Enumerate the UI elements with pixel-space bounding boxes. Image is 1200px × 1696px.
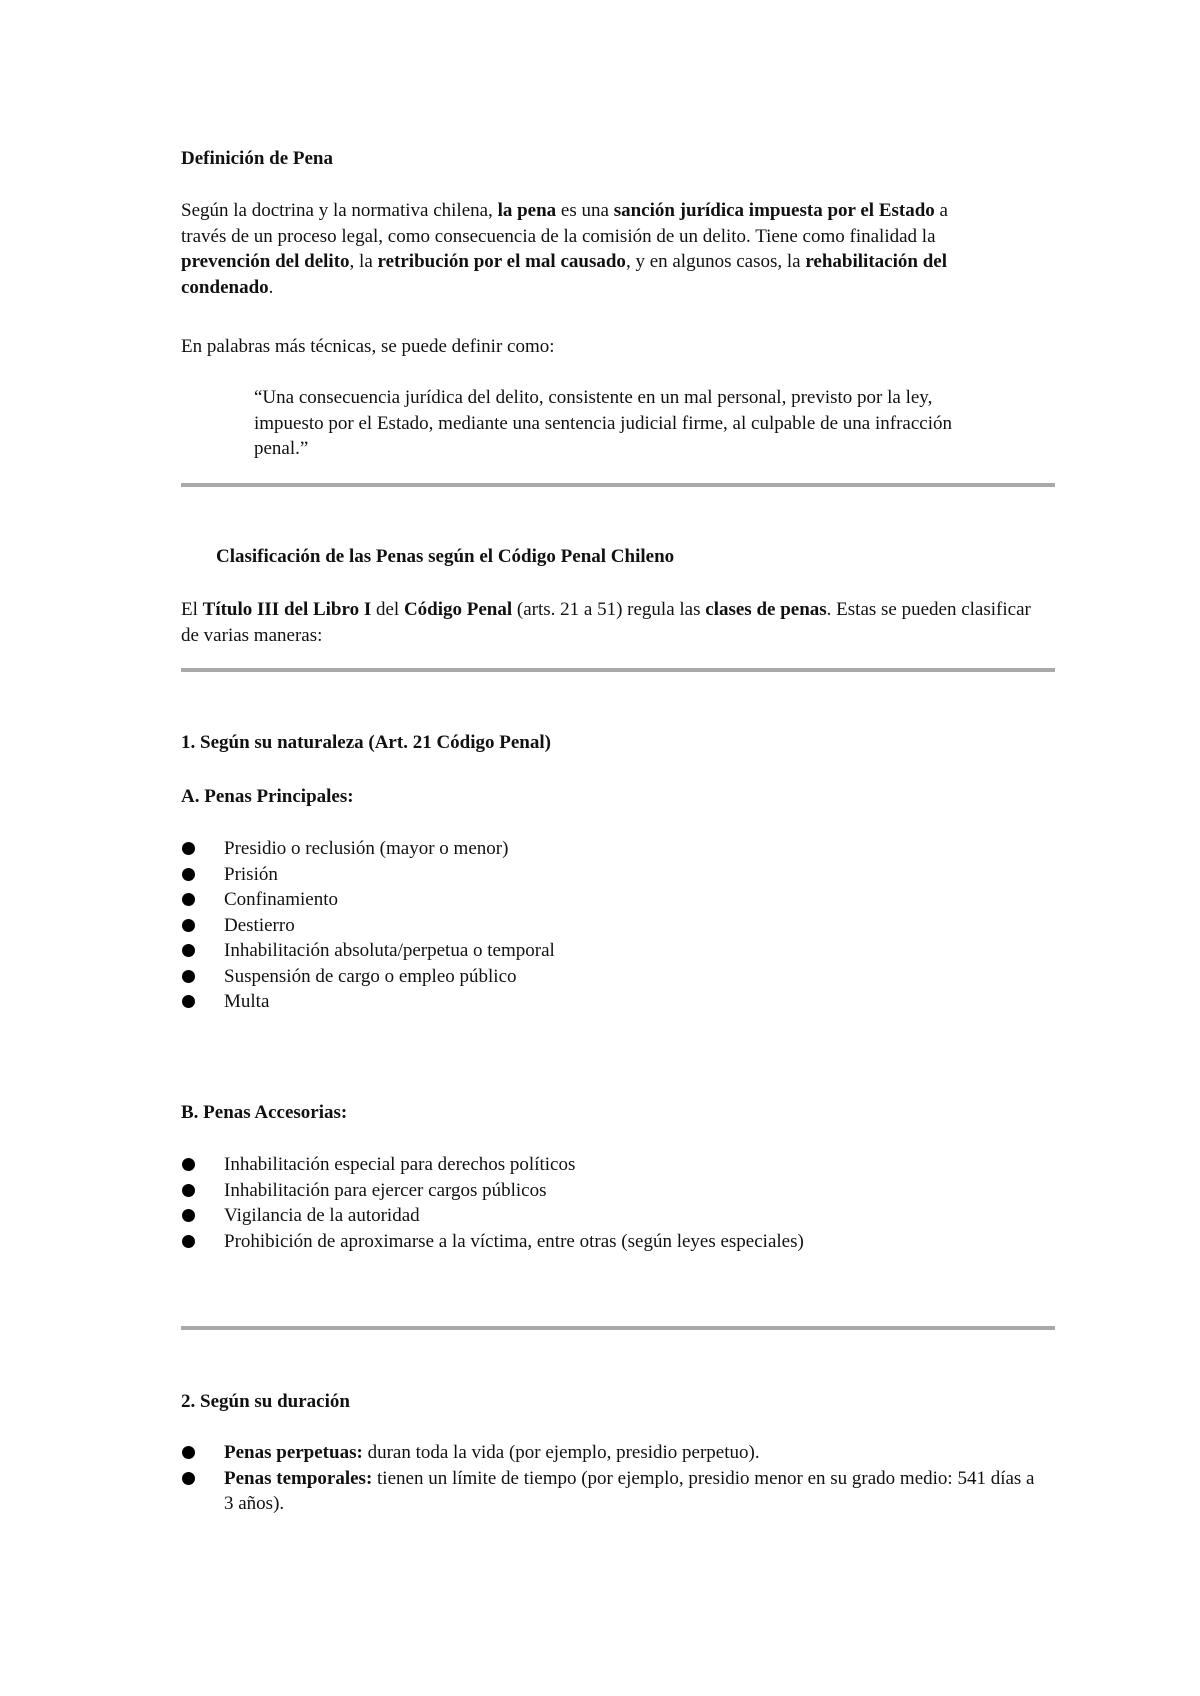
section-title-clasificacion: Clasificación de las Penas según el Código Penal Chileno — [216, 546, 675, 567]
list-item — [181, 964, 1041, 990]
list-item — [181, 1229, 1041, 1255]
definicion-quote: “Una consecuencia jurídica del delito, consistente en un mal personal, previsto por la ley, impuesto por el Estado, mediante una sentencia judicial firme, al culpable de una infracción penal.” — [254, 387, 952, 459]
list-item-label: Penas temporales: — [224, 1467, 373, 1489]
list-item — [181, 1466, 1041, 1517]
definicion-run: retribución por el mal causado — [377, 251, 626, 272]
definicion-paragraph — [181, 198, 991, 300]
list-item-text: Inhabilitación para ejercer cargos públicos — [224, 1179, 547, 1201]
definicion-run: , la — [349, 251, 378, 272]
list-item — [181, 1203, 1041, 1229]
clasificacion-run: del — [371, 599, 404, 620]
list-item-text: Destierro — [224, 914, 295, 936]
clasificacion-paragraph — [181, 597, 1031, 648]
definicion-run: prevención del delito — [181, 251, 350, 272]
list-item-text: Inhabilitación especial para derechos políticos — [224, 1154, 576, 1175]
horizontal-rule — [181, 1326, 1055, 1330]
list-item-text: Prisión — [224, 863, 278, 885]
list-item — [181, 836, 1041, 862]
list-item-text: Prohibición de aproximarse a la víctima, entre otras (según leyes especiales) — [224, 1230, 804, 1252]
list-duracion — [181, 1440, 1041, 1517]
clasificacion-run: Código Penal — [403, 599, 513, 620]
clasificacion-run: El — [181, 599, 203, 620]
subsection-title-accesorias: B. Penas Accesorias: — [181, 1102, 348, 1123]
list-item-text: Suspensión de cargo o empleo público — [224, 965, 517, 987]
section-title-naturaleza: 1. Según su naturaleza (Art. 21 Código Penal) — [181, 732, 551, 753]
list-item — [181, 938, 1041, 964]
bullet-icon — [182, 842, 195, 855]
definicion-run: , y en algunos casos, la — [625, 251, 806, 272]
list-item — [181, 1440, 1041, 1466]
list-item-text: Multa — [224, 991, 270, 1012]
subsection-title-principales: A. Penas Principales: — [181, 786, 354, 807]
list-item-text: duran toda la vida (por ejemplo, presidio perpetuo). — [362, 1442, 760, 1463]
list-item — [181, 913, 1041, 939]
section-title-definicion: Definición de Pena — [181, 148, 333, 169]
list-item — [181, 989, 1041, 1015]
list-item — [181, 1152, 1041, 1178]
bullet-icon — [182, 1184, 195, 1197]
list-item-label: Penas perpetuas: — [224, 1442, 363, 1463]
bullet-icon — [182, 1472, 195, 1485]
bullet-icon — [182, 1209, 195, 1222]
bullet-icon — [182, 868, 195, 881]
bullet-icon — [182, 919, 195, 932]
definicion-run: es una — [556, 200, 614, 221]
horizontal-rule — [181, 483, 1055, 487]
bullet-icon — [182, 1235, 195, 1248]
list-item — [181, 862, 1041, 888]
clasificacion-run: Título III del Libro I — [202, 599, 372, 620]
bullet-icon — [182, 995, 195, 1008]
bullet-icon — [182, 970, 195, 983]
definicion-run: rehabilitación del condenado — [181, 251, 947, 298]
list-item-text: tienen un límite de tiempo (por ejemplo, presidio menor en su grado medio: 541 días a 3 años). — [224, 1467, 1035, 1514]
list-penas-principales — [181, 836, 1041, 1015]
clasificacion-run: (arts. 21 a 51) regula las — [512, 599, 706, 620]
bullet-icon — [182, 944, 195, 957]
list-item-text: Vigilancia de la autoridad — [224, 1205, 420, 1226]
list-item — [181, 1178, 1041, 1204]
bullet-icon — [182, 893, 195, 906]
clasificacion-run: clases de penas — [705, 599, 827, 620]
horizontal-rule — [181, 668, 1055, 672]
list-item-text: Inhabilitación absoluta/perpetua o temporal — [224, 940, 555, 961]
definicion-run: la pena — [497, 200, 557, 221]
section-title-duracion: 2. Según su duración — [181, 1391, 350, 1412]
definicion-run: Según la doctrina y la normativa chilena, — [181, 200, 498, 221]
definicion-run: a través de un proceso legal, como consecuencia de la comisión de un delito. Tiene como finalidad la — [181, 200, 948, 247]
definicion-run: sanción jurídica impuesta por el Estado — [613, 200, 935, 221]
clasificacion-run: . Estas se pueden clasificar de varias maneras: — [181, 599, 1031, 646]
list-penas-accesorias — [181, 1152, 1041, 1254]
list-item — [181, 887, 1041, 913]
definicion-intro: En palabras más técnicas, se puede definir como: — [181, 336, 555, 357]
list-item-text: Presidio o reclusión (mayor o menor) — [224, 838, 509, 859]
definicion-run: . — [268, 276, 274, 298]
bullet-icon — [182, 1446, 195, 1459]
bullet-icon — [182, 1158, 195, 1171]
list-item-text: Confinamiento — [224, 889, 338, 910]
